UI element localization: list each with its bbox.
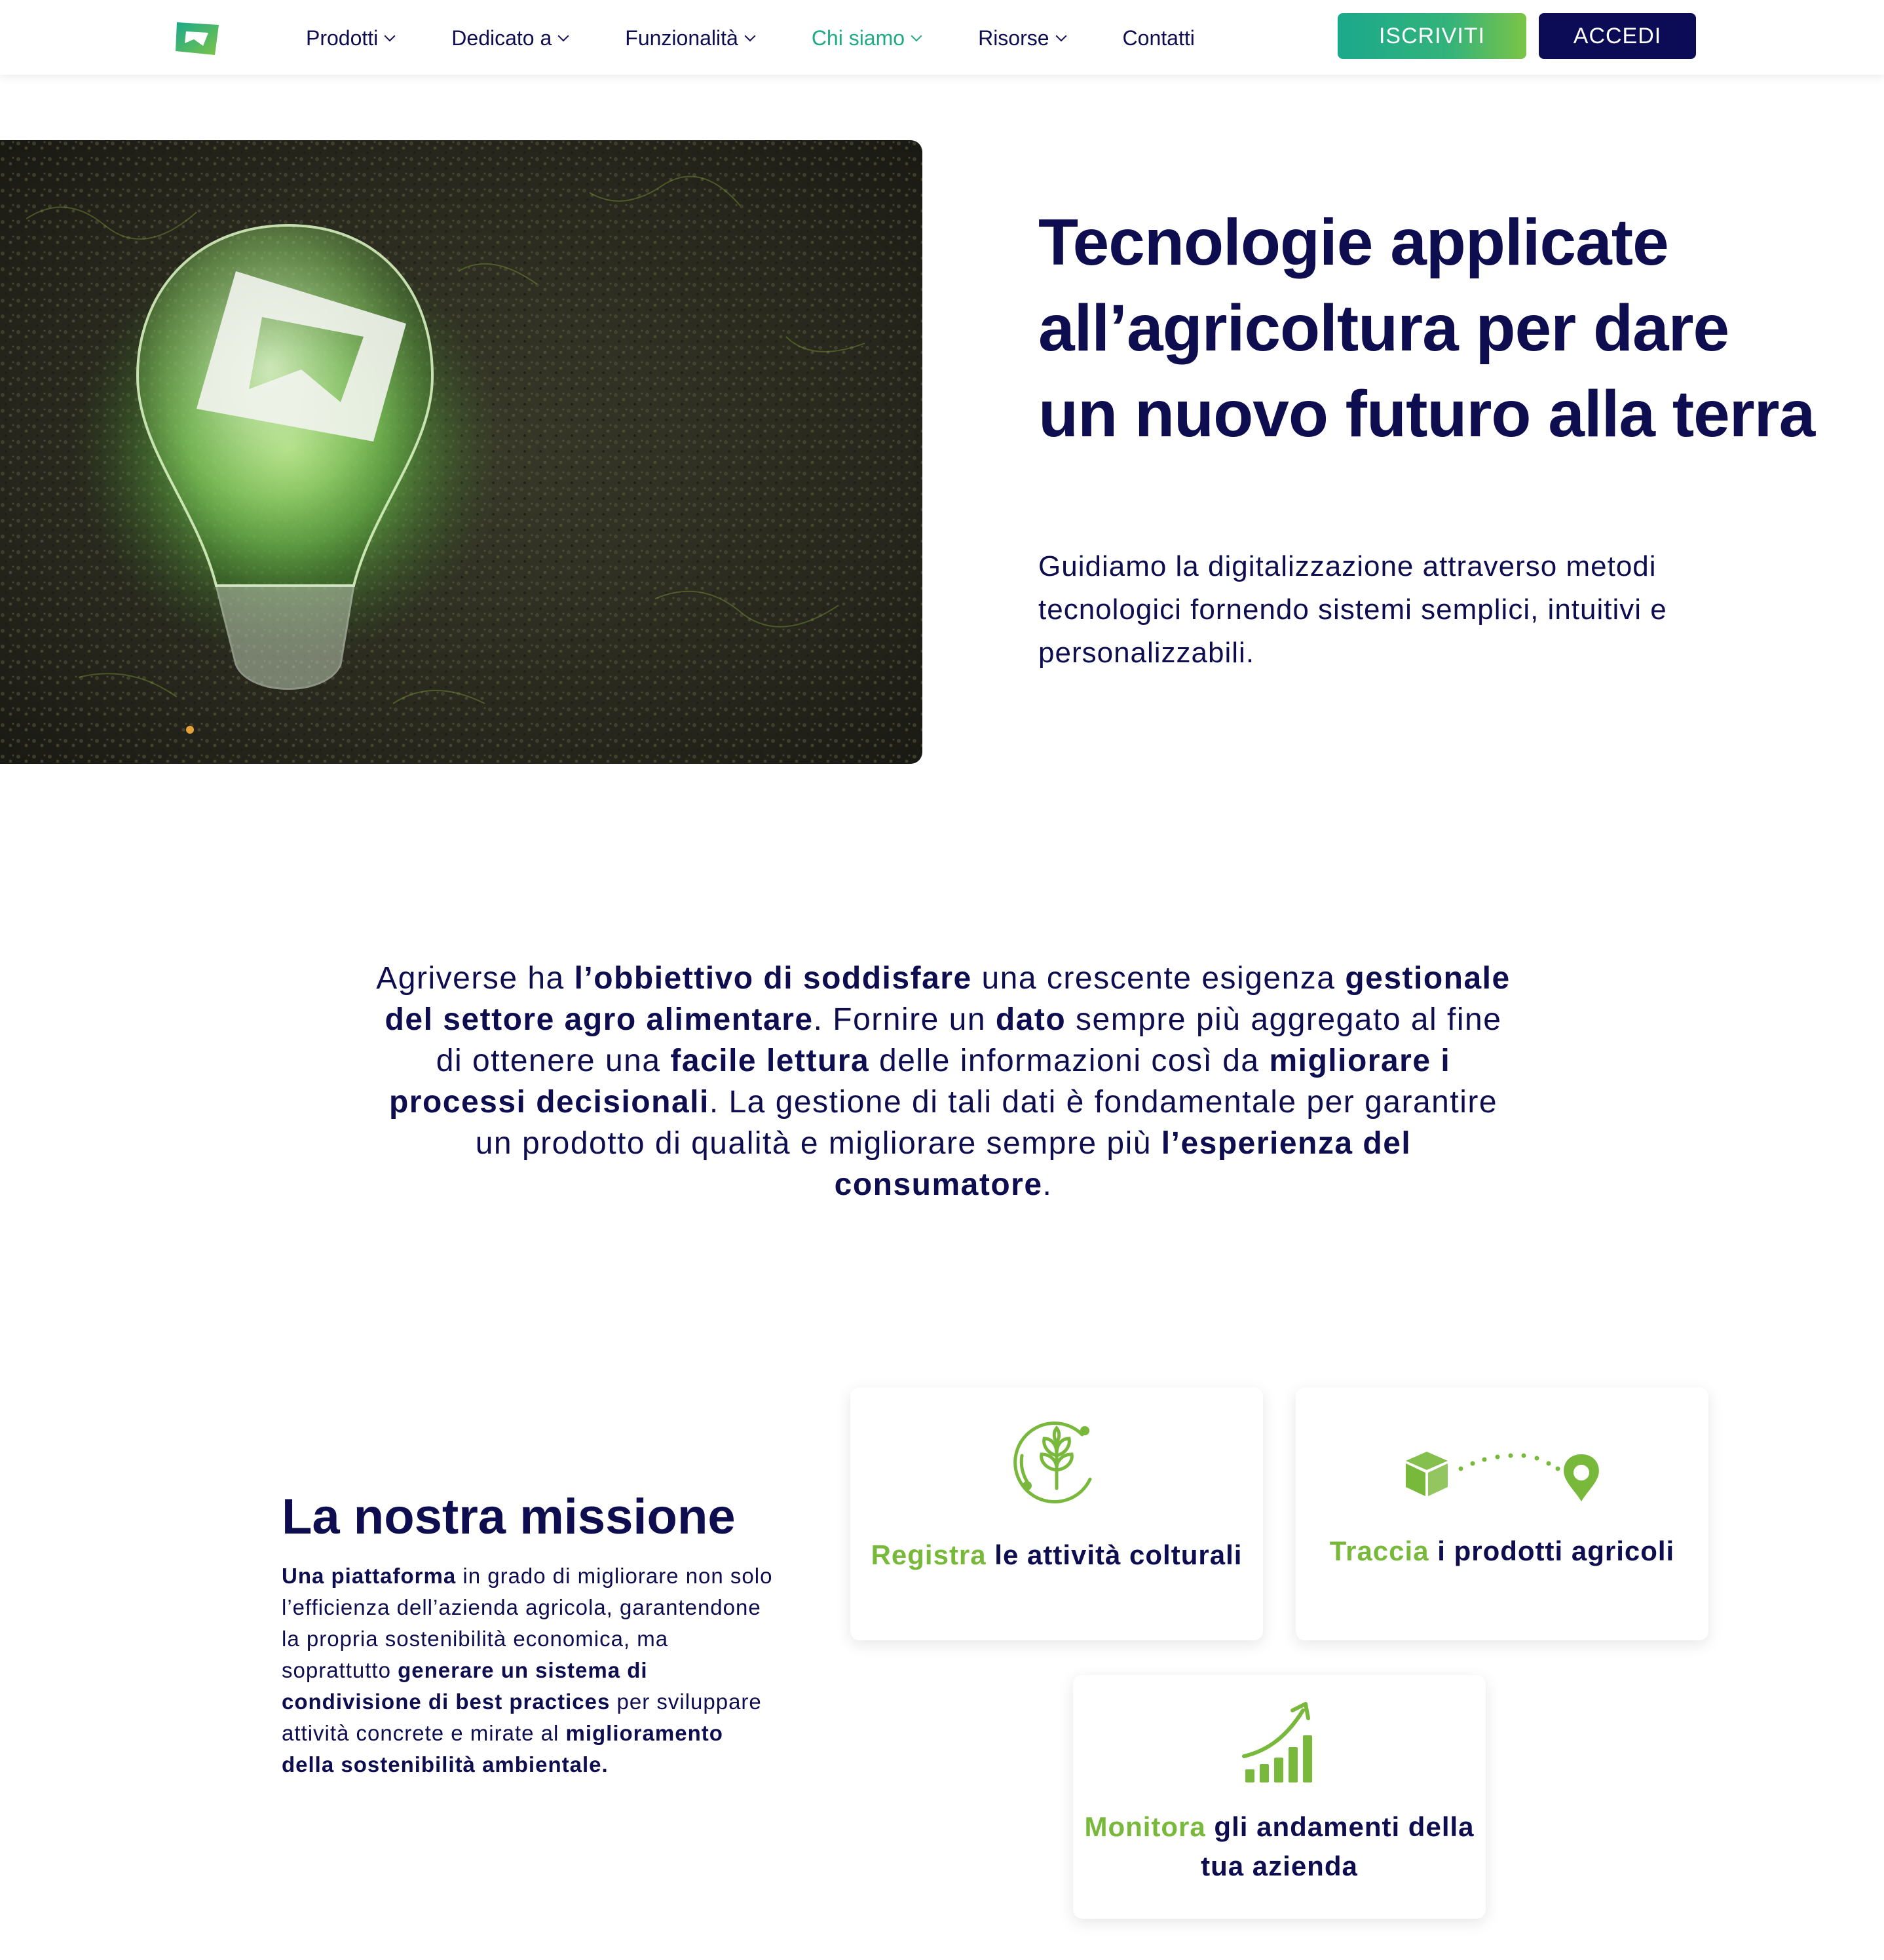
- menu-item-dedicato-a[interactable]: [451, 26, 567, 50]
- intro-paragraph: Agriverse ha l’obbiettivo di soddisfare una crescente esigenza gestionale del settore agro alimentare. Fornire un dato sempre più aggregato al fine di ottenere una facile lettura delle informazioni così da migliorare i processi decisionali. La gestione di tali dati è fondamentale per garantire un prodotto di qualità e migliorare sempre più l’esperienza del consumatore.: [376, 961, 1511, 1202]
- menu-item-contatti[interactable]: [1123, 26, 1195, 50]
- top-navbar: [0, 0, 1884, 75]
- hero-title: Tecnologie applicate all’agricoltura per dare un nuovo futuro alla terra: [1038, 206, 1815, 451]
- mission-title: La nostra missione: [282, 1489, 736, 1545]
- chevron-down-icon: [911, 31, 922, 42]
- menu-item-label: Prodotti: [306, 26, 379, 50]
- menu-item-label: Dedicato a: [451, 26, 552, 50]
- menu-item-label: Funzionalità: [625, 26, 738, 50]
- chevron-down-icon: [1055, 31, 1066, 42]
- chevron-down-icon: [744, 31, 755, 42]
- growth-chart-icon: [1240, 1701, 1319, 1786]
- menu-item-label: Contatti: [1122, 26, 1195, 50]
- main-menu: [306, 22, 1253, 54]
- sprout-icon: [1013, 1416, 1101, 1504]
- signup-button[interactable]: ISCRIVITI: [1338, 13, 1526, 59]
- feature-card-label: Traccia i prodotti agricoli: [1329, 1536, 1675, 1566]
- menu-item-chi-siamo[interactable]: [812, 26, 920, 50]
- menu-item-risorse[interactable]: [978, 26, 1064, 50]
- mission-description: Una piattaforma in grado di migliorare non solo l’efficienza dell’azienda agricola, garantendone la propria sostenibilità economica, ma soprattutto generare un sistema di condivisione di best practices per sviluppare attività concrete e mirate al miglioramento della sostenibilità ambientale.: [282, 1564, 773, 1777]
- menu-item-prodotti[interactable]: [306, 26, 394, 50]
- menu-item-funzionalita[interactable]: [625, 26, 754, 50]
- feature-card-label: Registra le attività colturali: [871, 1539, 1243, 1570]
- menu-item-label: Risorse: [978, 26, 1049, 50]
- agriverse-logo[interactable]: [174, 20, 221, 58]
- feature-card-monitora: [1073, 1675, 1486, 1919]
- feature-card-traccia: [1296, 1387, 1708, 1640]
- feature-card-label: Monitora gli andamenti della tua azienda: [1084, 1811, 1475, 1881]
- tracking-route-icon: [1401, 1446, 1604, 1505]
- menu-item-label: Chi siamo: [811, 26, 905, 50]
- chevron-down-icon: [558, 31, 569, 42]
- chevron-down-icon: [385, 31, 396, 42]
- hero-subtitle: Guidiamo la digitalizzazione attraverso metodi tecnologici fornendo sistemi semplici, intuitivi e personalizzabili.: [1038, 550, 1667, 669]
- login-button[interactable]: ACCEDI: [1539, 13, 1696, 59]
- hero-image-lightbulb-soil: [0, 140, 922, 764]
- feature-card-registra: [850, 1387, 1263, 1640]
